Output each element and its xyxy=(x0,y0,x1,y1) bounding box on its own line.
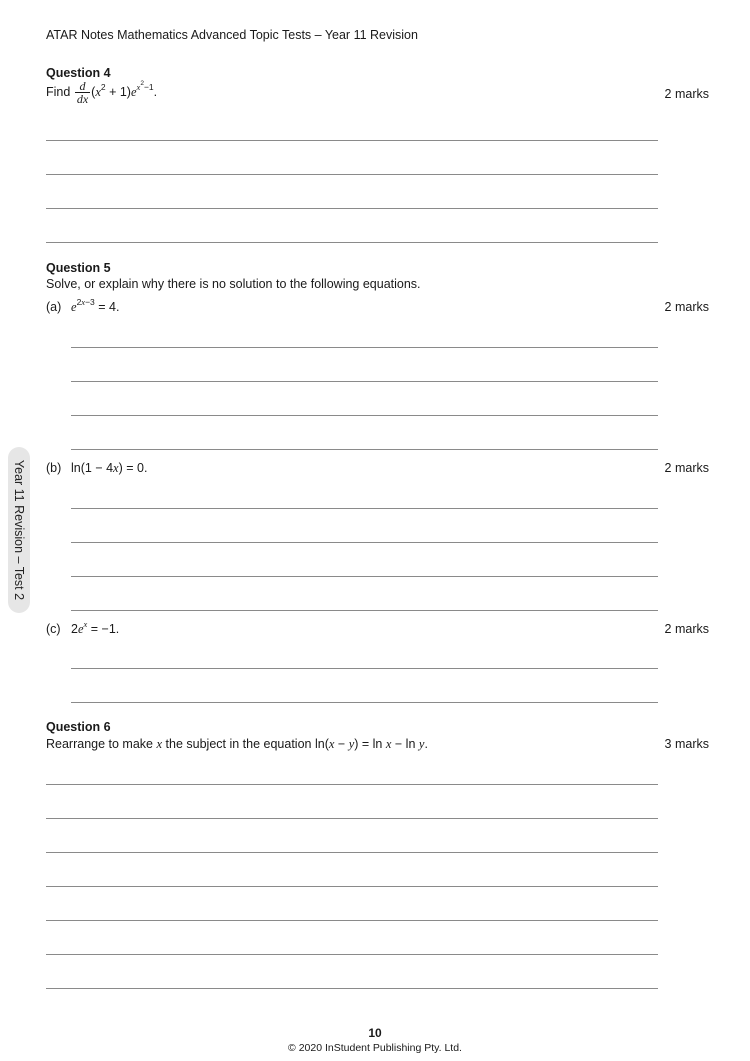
answer-line[interactable] xyxy=(71,610,658,611)
question-4-marks: 2 marks xyxy=(664,87,709,101)
answer-line[interactable] xyxy=(46,988,658,989)
copyright: © 2020 InStudent Publishing Pty. Ltd. xyxy=(288,1042,462,1054)
answer-line[interactable] xyxy=(46,886,658,887)
question-6-title: Question 6 xyxy=(46,720,111,734)
part-a-equation: $e^{2x-3} = 4$. xyxy=(71,296,120,314)
answer-line[interactable] xyxy=(46,242,658,243)
part-c-label: (c) xyxy=(46,622,61,636)
part-a-label: (a) xyxy=(46,300,62,314)
part-c-equation: $2e^x = -1$. xyxy=(71,618,120,636)
part-b-marks: 2 marks xyxy=(664,461,709,475)
answer-line[interactable] xyxy=(46,818,658,819)
answer-line[interactable] xyxy=(46,140,658,141)
part-b-equation: ln(1 − 4x) = 0. xyxy=(71,461,148,475)
question-4-title: Question 4 xyxy=(46,66,111,80)
answer-line[interactable] xyxy=(71,415,658,416)
answer-line[interactable] xyxy=(71,347,658,348)
answer-line[interactable] xyxy=(71,449,658,450)
derivative-operator: $\frac{d}{dx}$ xyxy=(76,79,89,106)
answer-line[interactable] xyxy=(46,784,658,785)
answer-line[interactable] xyxy=(71,702,658,703)
answer-line[interactable] xyxy=(71,508,658,509)
page-number: 10 xyxy=(368,1026,382,1040)
answer-line[interactable] xyxy=(46,920,658,921)
question-6-prompt: Rearrange to make x the subject in the equation ln(x − y) = ln x − ln y. xyxy=(46,737,428,751)
part-c-marks: 2 marks xyxy=(664,622,709,636)
answer-line[interactable] xyxy=(71,576,658,577)
question-6-marks: 3 marks xyxy=(664,737,709,751)
answer-line[interactable] xyxy=(71,381,658,382)
find-word: Find xyxy=(46,84,71,99)
part-b-label: (b) xyxy=(46,461,62,475)
question-4-prompt: Find $\frac{d}{dx}$ $(x^2 + 1)e^{x^2-1}$. xyxy=(46,79,158,106)
page-header: ATAR Notes Mathematics Advanced Topic Tests – Year 11 Revision xyxy=(46,28,418,42)
question-5-intro: Solve, or explain why there is no solution to the following equations. xyxy=(46,277,421,291)
answer-line[interactable] xyxy=(46,954,658,955)
side-tab-label: Year 11 Revision – Test 2 xyxy=(12,459,26,601)
question-5-title: Question 5 xyxy=(46,261,111,275)
answer-line[interactable] xyxy=(46,852,658,853)
answer-line[interactable] xyxy=(71,542,658,543)
answer-line[interactable] xyxy=(46,208,658,209)
part-a-marks: 2 marks xyxy=(664,300,709,314)
answer-line[interactable] xyxy=(46,174,658,175)
answer-line[interactable] xyxy=(71,668,658,669)
